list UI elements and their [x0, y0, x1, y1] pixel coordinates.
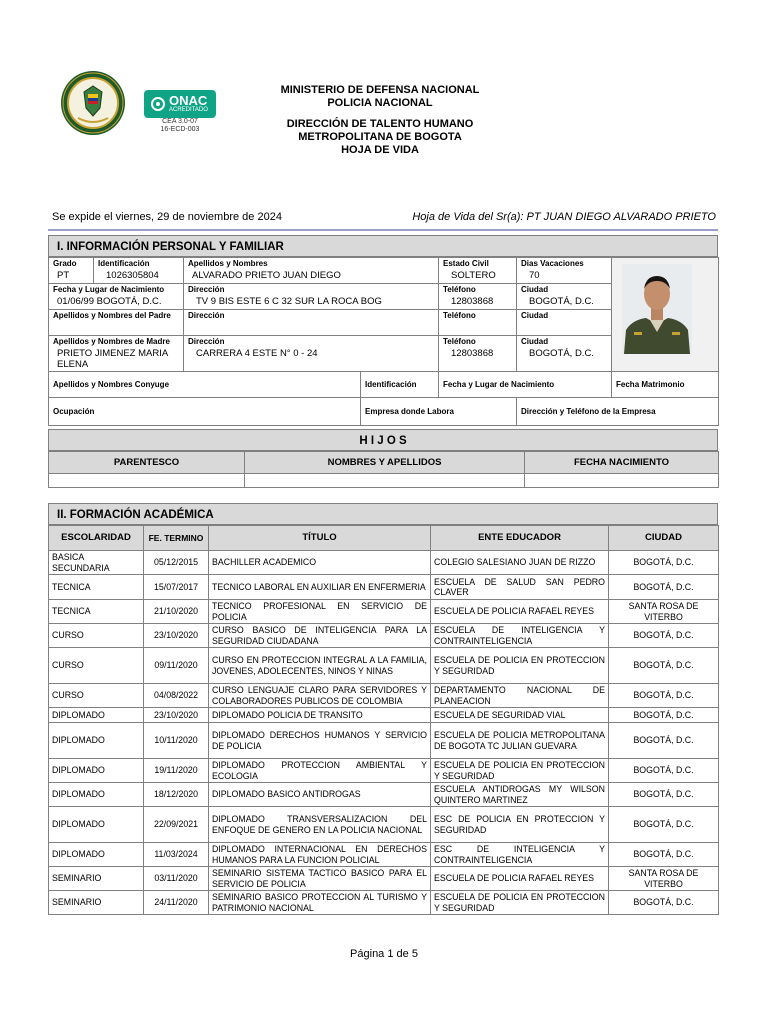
child-birth-header: FECHA NACIMIENTO [525, 452, 719, 474]
escolaridad-cell: CURSO [49, 648, 144, 684]
civil-status-value: SOLTERO [451, 270, 496, 281]
mother-label: Apellidos y Nombres de Madre [53, 337, 170, 346]
academic-row [49, 600, 719, 624]
fecha-cell: 04/08/2022 [144, 684, 209, 708]
ente-cell: ESCUELA DE POLICIA RAFAEL REYES [431, 600, 609, 624]
titulo-cell: DIPLOMADO TRANSVERSALIZACION DEL ENFOQUE DE GENERO EN LA POLICIA NACIONAL [209, 807, 431, 843]
ente-cell: ESCUELA DE POLICIA RAFAEL REYES [431, 867, 609, 891]
fecha-cell: 19/11/2020 [144, 759, 209, 783]
metropolitan-title: METROPOLITANA DE BOGOTA [298, 131, 462, 143]
ciudad-cell: SANTA ROSA DE VITERBO [609, 600, 719, 624]
ciudad-cell: BOGOTÁ, D.C. [609, 891, 719, 915]
mother-phone-label: Teléfono [443, 337, 476, 346]
fecha-cell: 22/09/2021 [144, 807, 209, 843]
kinship-header: PARENTESCO [49, 452, 245, 474]
onac-sub: ACREDITADO [169, 107, 208, 113]
academic-row [49, 723, 719, 759]
city-label: Ciudad [521, 285, 549, 294]
ciudad-cell: BOGOTÁ, D.C. [609, 723, 719, 759]
ente-cell: ESC DE INTELIGENCIA Y CONTRAINTELIGENCIA [431, 843, 609, 867]
titulo-cell: CURSO EN PROTECCION INTEGRAL A LA FAMILIA, JOVENES, ADOLECENTES, NINOS Y NINAS [209, 648, 431, 684]
city-value: BOGOTÁ, D.C. [529, 296, 594, 307]
ciudad-cell: SANTA ROSA DE VITERBO [609, 867, 719, 891]
ciudad-cell: BOGOTÁ, D.C. [609, 759, 719, 783]
escolaridad-cell: DIPLOMADO [49, 759, 144, 783]
birth-value: 01/06/99 BOGOTÁ, D.C. [57, 296, 162, 307]
mother-value: PRIETO JIMENEZ MARIA ELENA [57, 348, 168, 370]
academic-row [49, 575, 719, 600]
fecha-cell: 15/07/2017 [144, 575, 209, 600]
header-divider [48, 229, 718, 231]
fecha-cell: 09/11/2020 [144, 648, 209, 684]
spouse-label: Apellidos y Nombres Conyuge [53, 380, 170, 389]
mother-city-value: BOGOTÁ, D.C. [529, 348, 594, 359]
academic-section-title: II. FORMACIÓN ACADÉMICA [48, 503, 718, 525]
escolaridad-cell: CURSO [49, 684, 144, 708]
names-value: ALVARADO PRIETO JUAN DIEGO [192, 270, 341, 281]
ciudad-cell: BOGOTÁ, D.C. [609, 708, 719, 723]
onac-code-2: 16-ECD-003 [160, 126, 200, 133]
address-label: Dirección [188, 285, 225, 294]
ente-cell: ESCUELA DE SALUD SAN PEDRO CLAVER [431, 575, 609, 600]
ciudad-cell: BOGOTÁ, D.C. [609, 684, 719, 708]
direction-title: DIRECCIÓN DE TALENTO HUMANO [286, 118, 474, 130]
academic-row [49, 648, 719, 684]
titulo-cell: SEMINARIO SISTEMA TACTICO BASICO PARA EL SERVICIO DE POLICIA [209, 867, 431, 891]
ciudad-cell: BOGOTÁ, D.C. [609, 648, 719, 684]
document-title: HOJA DE VIDA [341, 144, 419, 156]
fecha-cell: 24/11/2020 [144, 891, 209, 915]
marriage-date-label: Fecha Matrimonio [616, 380, 685, 389]
escolaridad-cell: DIPLOMADO [49, 783, 144, 807]
document-header [200, 84, 560, 157]
child-names-header: NOMBRES Y APELLIDOS [245, 452, 525, 474]
mother-city-label: Ciudad [521, 337, 549, 346]
fecha-cell: 05/12/2015 [144, 551, 209, 575]
ente-cell: ESCUELA DE POLICIA EN PROTECCION Y SEGURIDAD [431, 891, 609, 915]
ente-cell: ESCUELA DE SEGURIDAD VIAL [431, 708, 609, 723]
father-phone-label: Teléfono [443, 311, 476, 320]
children-section [48, 429, 718, 488]
ente-cell: DEPARTAMENTO NACIONAL DE PLANEACION [431, 684, 609, 708]
ente-cell: ESCUELA DE POLICIA METROPOLITANA DE BOGOTA TC JULIAN GUEVARA [431, 723, 609, 759]
escolaridad-cell: DIPLOMADO [49, 708, 144, 723]
ente-header: ENTE EDUCADOR [431, 526, 609, 551]
fecha-cell: 21/10/2020 [144, 600, 209, 624]
academic-row [49, 867, 719, 891]
escolaridad-cell: DIPLOMADO [49, 843, 144, 867]
academic-row [49, 807, 719, 843]
mother-address-value: CARRERA 4 ESTE N° 0 - 24 [196, 348, 318, 359]
address-value: TV 9 BIS ESTE 6 C 32 SUR LA ROCA BOG [196, 296, 382, 307]
academic-row [49, 684, 719, 708]
phone-value: 12803868 [451, 296, 494, 307]
police-title: POLICIA NACIONAL [327, 97, 433, 109]
ente-cell: ESC DE POLICIA EN PROTECCION Y SEGURIDAD [431, 807, 609, 843]
personal-info-section [48, 235, 718, 426]
ente-cell: ESCUELA DE POLICIA EN PROTECCION Y SEGURIDAD [431, 648, 609, 684]
fecha-cell: 23/10/2020 [144, 708, 209, 723]
employer-label: Empresa donde Labora [365, 407, 454, 416]
academic-row [49, 551, 719, 575]
ciudad-header: CIUDAD [609, 526, 719, 551]
escolaridad-cell: SEMINARIO [49, 867, 144, 891]
grado-value: PT [57, 270, 70, 281]
ente-cell: COLEGIO SALESIANO JUAN DE RIZZO [431, 551, 609, 575]
academic-row [49, 891, 719, 915]
civil-status-label: Estado Civil [443, 259, 489, 268]
onac-icon [150, 96, 166, 112]
ente-cell: ESCUELA ANTIDROGAS MY WILSON QUINTERO MARTINEZ [431, 783, 609, 807]
ministry-title: MINISTERIO DE DEFENSA NACIONAL [280, 84, 480, 96]
spouse-birth-label: Fecha y Lugar de Nacimiento [443, 380, 555, 389]
names-label: Apellidos y Nombres [188, 259, 268, 268]
photo-cell [612, 258, 719, 372]
academic-row [49, 783, 719, 807]
father-label: Apellidos y Nombres del Padre [53, 311, 171, 320]
titulo-cell: CURSO BASICO DE INTELIGENCIA PARA LA SEGURIDAD CIUDADANA [209, 624, 431, 648]
titulo-cell: DIPLOMADO DERECHOS HUMANOS Y SERVICIO DE POLICIA [209, 723, 431, 759]
academic-row [49, 843, 719, 867]
grado-label: Grado [53, 259, 77, 268]
ente-cell: ESCUELA DE INTELIGENCIA Y CONTRAINTELIGENCIA [431, 624, 609, 648]
titulo-header: TÍTULO [209, 526, 431, 551]
ciudad-cell: BOGOTÁ, D.C. [609, 624, 719, 648]
ciudad-cell: BOGOTÁ, D.C. [609, 783, 719, 807]
fecha-cell: 18/12/2020 [144, 783, 209, 807]
issue-date: Se expide el viernes, 29 de noviembre de 2024 [52, 211, 282, 223]
escolaridad-cell: BASICA SECUNDARIA [49, 551, 144, 575]
vacation-days-label: Dias Vacaciones [521, 259, 584, 268]
ente-cell: ESCUELA DE POLICIA EN PROTECCION Y SEGURIDAD [431, 759, 609, 783]
onac-label: ONAC [169, 93, 208, 108]
fecha-cell: 10/11/2020 [144, 723, 209, 759]
employer-address-label: Dirección y Teléfono de la Empresa [521, 407, 656, 416]
onac-code-1: CEA 3.0-07 [162, 118, 198, 125]
mother-phone-value: 12803868 [451, 348, 494, 359]
mother-address-label: Dirección [188, 337, 225, 346]
vacation-days-value: 70 [529, 270, 540, 281]
police-seal-logo [60, 70, 126, 136]
escolaridad-cell: SEMINARIO [49, 891, 144, 915]
academic-row [49, 759, 719, 783]
titulo-cell: SEMINARIO BASICO PROTECCION AL TURISMO Y PATRIMONIO NACIONAL [209, 891, 431, 915]
personal-section-title: I. INFORMACIÓN PERSONAL Y FAMILIAR [48, 235, 718, 257]
resume-owner: Hoja de Vida del Sr(a): PT JUAN DIEGO ALVARADO PRIETO [412, 211, 716, 223]
ciudad-cell: BOGOTÁ, D.C. [609, 807, 719, 843]
fecha-termino-header: FE. TERMINO [144, 526, 209, 551]
titulo-cell: DIPLOMADO POLICIA DE TRANSITO [209, 708, 431, 723]
ciudad-cell: BOGOTÁ, D.C. [609, 551, 719, 575]
children-title: H I J O S [48, 429, 718, 451]
personal-info-table [48, 257, 719, 426]
ciudad-cell: BOGOTÁ, D.C. [609, 843, 719, 867]
escolaridad-cell: TECNICA [49, 575, 144, 600]
escolaridad-cell: DIPLOMADO [49, 807, 144, 843]
officer-photo [622, 264, 692, 354]
titulo-cell: DIPLOMADO BASICO ANTIDROGAS [209, 783, 431, 807]
id-label: Identificación [98, 259, 150, 268]
id-value: 1026305804 [106, 270, 159, 281]
titulo-cell: TECNICO PROFESIONAL EN SERVICIO DE POLICIA [209, 600, 431, 624]
spouse-id-label: Identificación [365, 380, 417, 389]
titulo-cell: CURSO LENGUAJE CLARO PARA SERVIDORES Y COLABORADORES PUBLICOS DE COLOMBIA [209, 684, 431, 708]
academic-row [49, 708, 719, 723]
children-table [48, 451, 719, 488]
academic-row [49, 624, 719, 648]
titulo-cell: TECNICO LABORAL EN AUXILIAR EN ENFERMERIA [209, 575, 431, 600]
fecha-cell: 03/11/2020 [144, 867, 209, 891]
titulo-cell: BACHILLER ACADEMICO [209, 551, 431, 575]
academic-table [48, 525, 719, 915]
escolaridad-cell: DIPLOMADO [49, 723, 144, 759]
occupation-label: Ocupación [53, 407, 95, 416]
phone-label: Teléfono [443, 285, 476, 294]
escolaridad-cell: CURSO [49, 624, 144, 648]
father-city-label: Ciudad [521, 311, 549, 320]
titulo-cell: DIPLOMADO PROTECCION AMBIENTAL Y ECOLOGIA [209, 759, 431, 783]
fecha-cell: 23/10/2020 [144, 624, 209, 648]
father-address-label: Dirección [188, 311, 225, 320]
titulo-cell: DIPLOMADO INTERNACIONAL EN DERECHOS HUMANOS PARA LA FUNCION POLICIAL [209, 843, 431, 867]
escolaridad-cell: TECNICA [49, 600, 144, 624]
ciudad-cell: BOGOTÁ, D.C. [609, 575, 719, 600]
birth-label: Fecha y Lugar de Nacimiento [53, 285, 165, 294]
academic-section [48, 503, 718, 915]
escolaridad-header: ESCOLARIDAD [49, 526, 144, 551]
page-number: Página 1 de 5 [350, 948, 418, 960]
fecha-cell: 11/03/2024 [144, 843, 209, 867]
